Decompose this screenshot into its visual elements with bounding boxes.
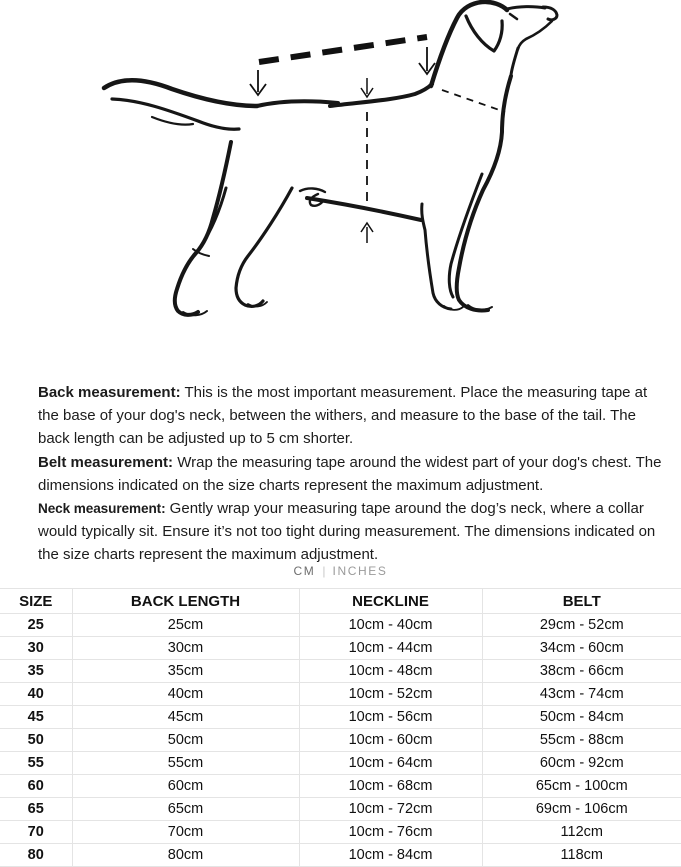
table-cell: 35cm [72,660,299,683]
size-table-header [0,589,681,614]
table-cell: 118cm [482,844,681,867]
size-cell: 50 [0,729,72,752]
table-cell: 10cm - 76cm [299,821,482,844]
table-cell: 69cm - 106cm [482,798,681,821]
table-cell: 60cm [72,775,299,798]
table-cell: 34cm - 60cm [482,637,681,660]
size-cell: 25 [0,614,72,637]
table-cell: 55cm - 88cm [482,729,681,752]
measurement-instructions [38,381,670,567]
size-cell: 70 [0,821,72,844]
size-cell: 40 [0,683,72,706]
dog-measurement-diagram [0,0,681,378]
table-cell: 10cm - 84cm [299,844,482,867]
table-cell: 10cm - 48cm [299,660,482,683]
size-cell: 45 [0,706,72,729]
table-cell: 70cm [72,821,299,844]
belt-measurement-label: Belt measurement: [38,453,174,471]
neck-measurement-text: Gently wrap your measuring tape around the dog’s neck, where a collar would typically sit. Ensure it’s not too tight during measurement. The dimensions indicated on the size charts represent the maximum adjustment. [38,500,656,564]
table-cell: 112cm [482,821,681,844]
table-cell: 30cm [72,637,299,660]
size-cell: 30 [0,637,72,660]
back-length-dashed-line [259,37,427,62]
col-header-belt: BELT [482,589,681,614]
table-cell: 38cm - 66cm [482,660,681,683]
table-row [0,844,681,867]
table-row [0,637,681,660]
unit-toggle [0,564,681,578]
table-cell: 40cm [72,683,299,706]
unit-cm-button[interactable]: CM [293,564,316,578]
table-cell: 10cm - 44cm [299,637,482,660]
table-cell: 65cm - 100cm [482,775,681,798]
neck-measurement-label: Neck measurement: [38,501,166,517]
table-cell: 10cm - 68cm [299,775,482,798]
size-cell: 55 [0,752,72,775]
table-cell: 43cm - 74cm [482,683,681,706]
table-row [0,614,681,637]
size-cell: 65 [0,798,72,821]
table-cell: 10cm - 60cm [299,729,482,752]
neck-dashed-line [442,90,505,112]
table-cell: 10cm - 52cm [299,683,482,706]
size-table-body [0,614,681,867]
table-cell: 29cm - 52cm [482,614,681,637]
back-measurement-paragraph [38,381,670,451]
back-measurement-label: Back measurement: [38,384,181,401]
table-cell: 60cm - 92cm [482,752,681,775]
neck-measurement-paragraph [38,497,670,567]
size-cell: 80 [0,844,72,867]
col-header-neckline: NECKLINE [299,589,482,614]
table-cell: 80cm [72,844,299,867]
table-cell: 50cm - 84cm [482,706,681,729]
table-cell: 65cm [72,798,299,821]
table-row [0,729,681,752]
belt-measurement-paragraph [38,451,670,497]
belt-measurement-text: Wrap the measuring tape around the widest part of your dog's chest. The dimensions indicated on the size charts represent the maximum adjustment. [38,453,662,494]
size-cell: 35 [0,660,72,683]
down-arrow-icon [361,78,373,97]
table-row [0,660,681,683]
table-row [0,798,681,821]
table-row [0,775,681,798]
size-table [0,588,681,867]
down-arrow-icon [250,70,266,95]
table-row [0,821,681,844]
table-row [0,752,681,775]
col-header-size: SIZE [0,589,72,614]
unit-inches-button[interactable]: INCHES [332,564,388,578]
table-cell: 25cm [72,614,299,637]
table-cell: 10cm - 72cm [299,798,482,821]
table-cell: 10cm - 40cm [299,614,482,637]
down-arrow-icon [419,47,435,74]
unit-separator: | [322,564,326,578]
up-arrow-icon [361,223,373,243]
col-header-back-length: BACK LENGTH [72,589,299,614]
table-row [0,683,681,706]
back-measurement-text: This is the most important measurement. Place the measuring tape at the base of your dog's neck, between the withers, and measure to the base of the tail. The back length can be adjusted up to 5 cm shorter. [38,384,648,448]
table-cell: 10cm - 56cm [299,706,482,729]
table-cell: 10cm - 64cm [299,752,482,775]
table-cell: 45cm [72,706,299,729]
table-cell: 55cm [72,752,299,775]
table-row [0,706,681,729]
size-cell: 60 [0,775,72,798]
table-cell: 50cm [72,729,299,752]
